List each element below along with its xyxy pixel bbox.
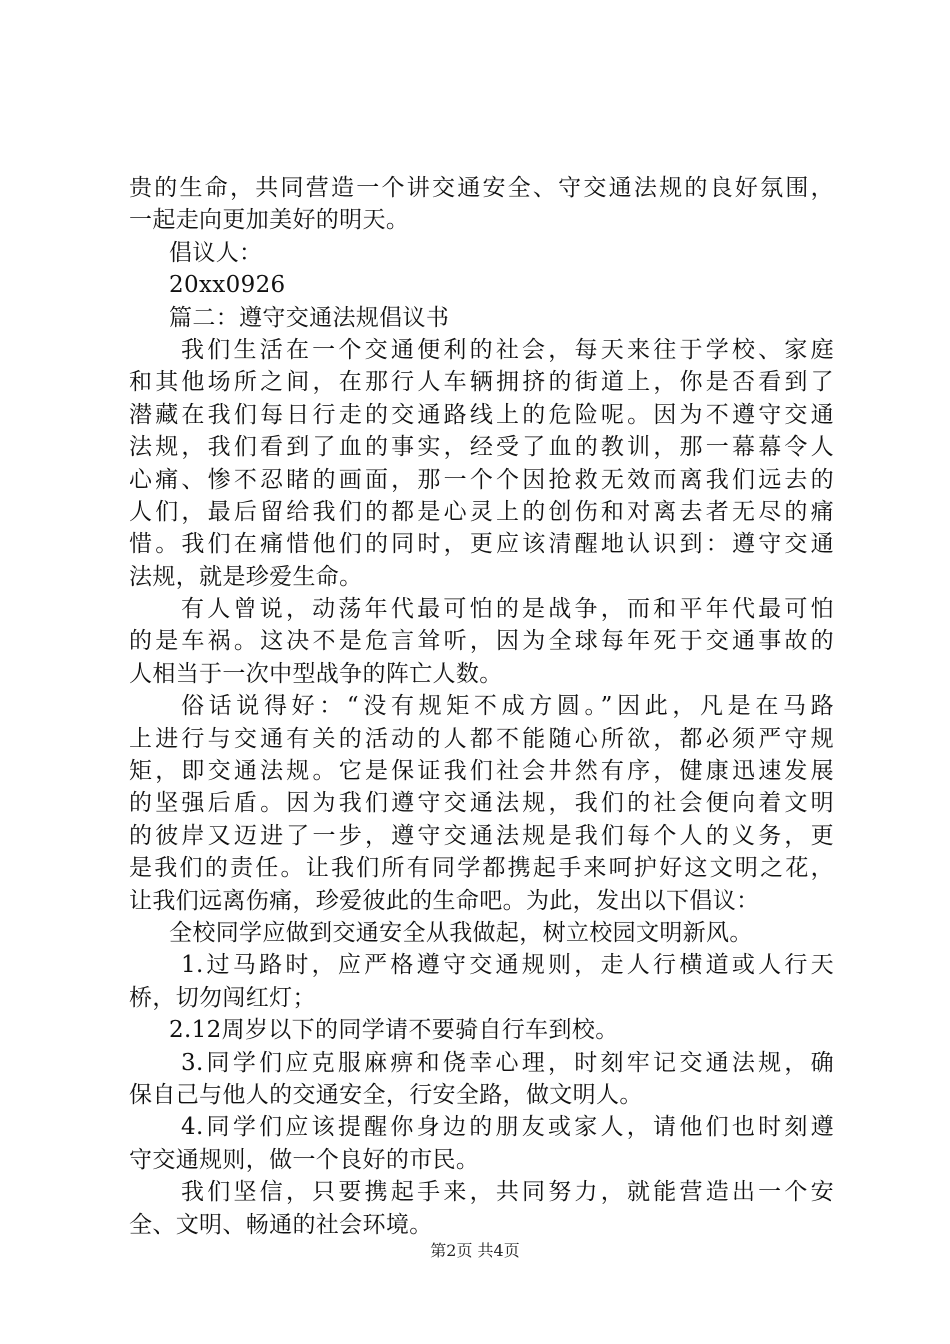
text-line: 的彼岸又迈进了一步，遵守交通法规是我们每个人的义务，更 bbox=[129, 822, 834, 849]
text-line: 心痛、惨不忍睹的画面，那一个个因抢救无效而离我们远去的 bbox=[129, 466, 834, 493]
text-line: 2.12周岁以下的同学请不要骑自行车到校。 bbox=[169, 1017, 619, 1044]
text-line: 人们，最后留给我们的都是心灵上的创伤和对离去者无尽的痛 bbox=[129, 498, 834, 525]
text-line: 潜藏在我们每日行走的交通路线上的危险呢。因为不遵守交通 bbox=[129, 401, 834, 428]
text-line: 桥，切勿闯红灯； bbox=[129, 984, 316, 1011]
document-body bbox=[129, 172, 834, 1241]
page-footer: 第2页 共4页 bbox=[430, 1241, 520, 1260]
text-line: 1.过马路时，应严格遵守交通规则，走人行横道或人行天 bbox=[181, 952, 834, 979]
text-line: 法规，我们看到了血的事实，经受了血的教训，那一幕幕令人 bbox=[129, 434, 834, 461]
text-line: 是我们的责任。让我们所有同学都携起手来呵护好这文明之花， bbox=[129, 855, 834, 882]
text-line: 篇二：遵守交通法规倡议书 bbox=[169, 304, 450, 331]
text-line: 的是车祸。这决不是危言耸听，因为全球每年死于交通事故的 bbox=[129, 628, 834, 655]
text-line: 倡议人： bbox=[169, 239, 263, 266]
text-line: 矩，即交通法规。它是保证我们社会井然有序，健康迅速发展 bbox=[129, 758, 834, 785]
text-line: 4.同学们应该提醒你身边的朋友或家人，请他们也时刻遵 bbox=[181, 1114, 834, 1141]
text-line: 3.同学们应克服麻痹和侥幸心理，时刻牢记交通法规，确 bbox=[181, 1049, 834, 1076]
text-line: 和其他场所之间，在那行人车辆拥挤的街道上，你是否看到了 bbox=[129, 369, 834, 396]
text-line: 我们生活在一个交通便利的社会，每天来往于学校、家庭 bbox=[181, 336, 834, 363]
text-line: 全校同学应做到交通安全从我做起，树立校园文明新风。 bbox=[169, 919, 753, 946]
text-line: 的坚强后盾。因为我们遵守交通法规，我们的社会便向着文明 bbox=[129, 790, 834, 817]
text-line: 上进行与交通有关的活动的人都不能随心所欲，都必须严守规 bbox=[129, 725, 834, 752]
text-line: 一起走向更加美好的明天。 bbox=[129, 207, 410, 234]
text-line: 贵的生命，共同营造一个讲交通安全、守交通法规的良好氛围， bbox=[129, 175, 834, 201]
text-line: 保自己与他人的交通安全，行安全路，做文明人。 bbox=[129, 1081, 643, 1108]
text-line: 惜。我们在痛惜他们的同时，更应该清醒地认识到：遵守交通 bbox=[129, 531, 834, 558]
text-line: 法规，就是珍爱生命。 bbox=[129, 563, 363, 590]
text-line: 有人曾说，动荡年代最可怕的是战争，而和平年代最可怕 bbox=[181, 596, 834, 623]
text-line: 让我们远离伤痛，珍爱彼此的生命吧。为此，发出以下倡议： bbox=[129, 887, 760, 914]
text-line: 守交通规则，做一个良好的市民。 bbox=[129, 1146, 480, 1173]
text-line: 俗话说得好：“没有规矩不成方圆。”因此，凡是在马路 bbox=[181, 693, 834, 720]
text-line: 20xx0926 bbox=[169, 272, 286, 299]
text-line: 我们坚信，只要携起手来，共同努力，就能营造出一个安 bbox=[181, 1179, 834, 1206]
text-line: 人相当于一次中型战争的阵亡人数。 bbox=[129, 660, 503, 687]
text-line: 全、文明、畅通的社会环境。 bbox=[129, 1211, 433, 1238]
